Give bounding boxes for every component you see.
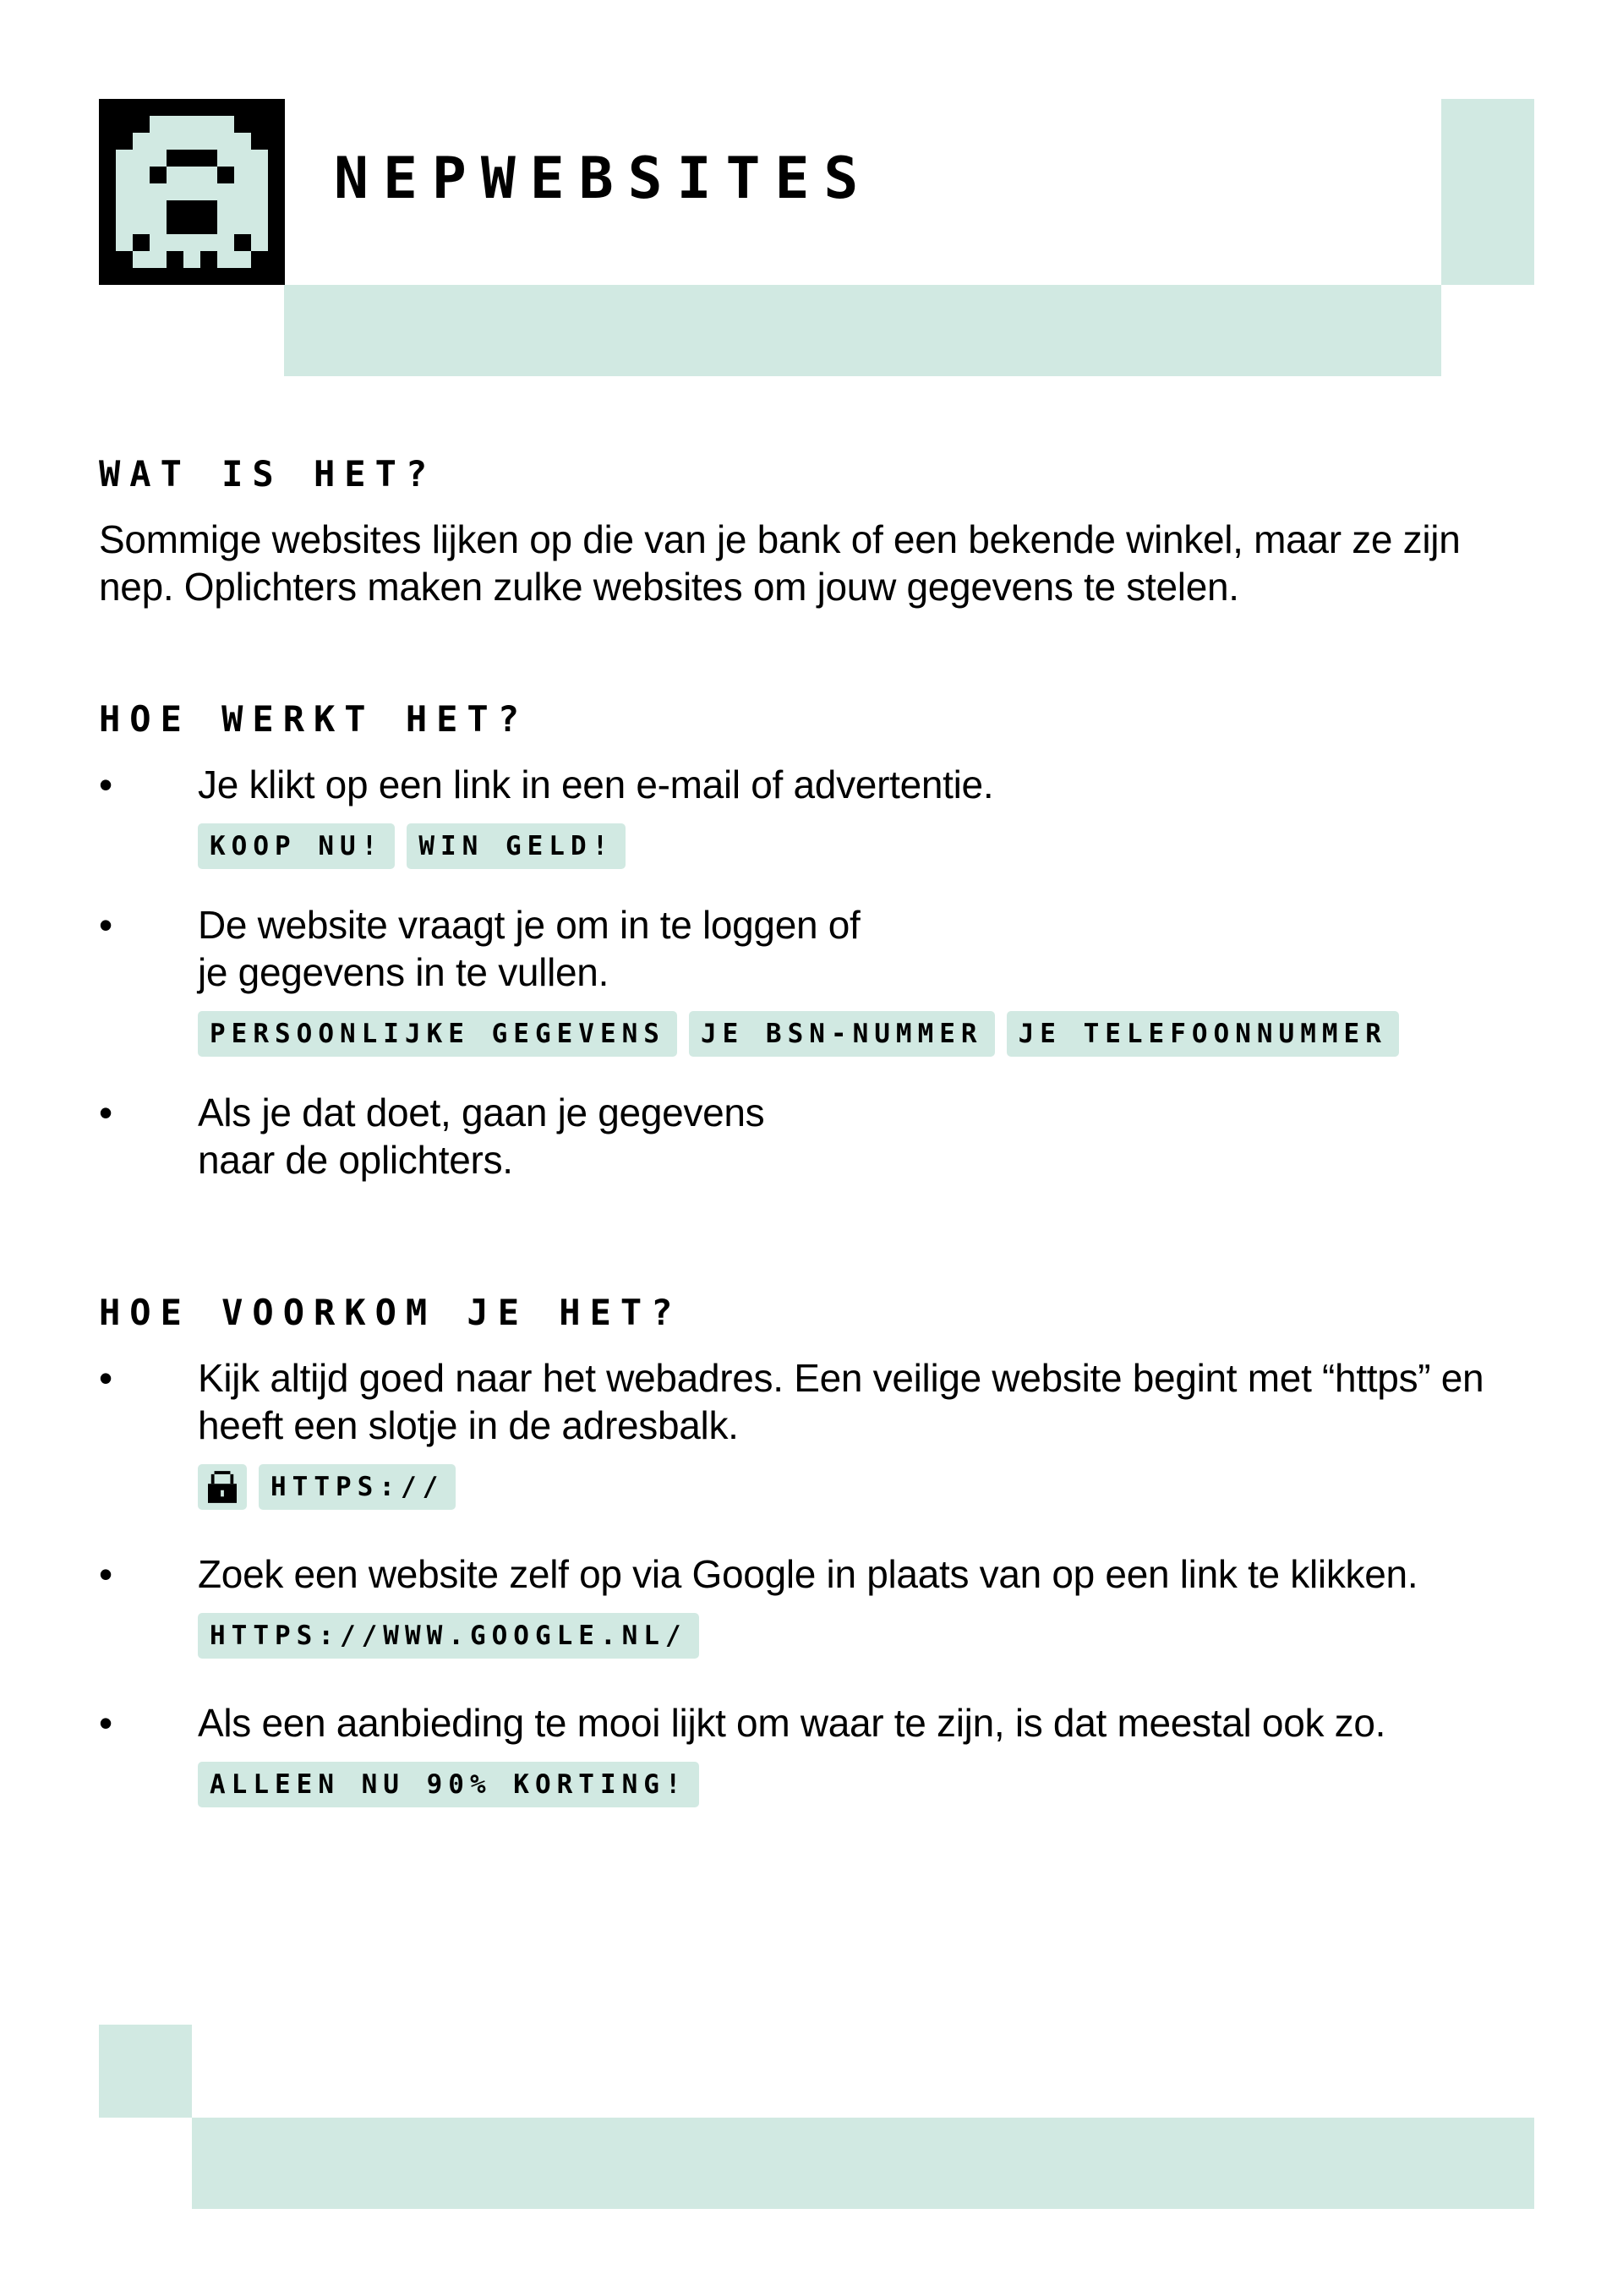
page-title: NEPWEBSITES <box>334 145 873 212</box>
bullet-dot-icon: • <box>99 903 113 947</box>
tag: JE BSN-NUMMER <box>689 1011 995 1057</box>
list-item <box>99 1550 1544 1659</box>
list-item-text: Als je dat doet, gaan je gegevens naar de oplichters. <box>198 1091 765 1182</box>
bullet-dot-icon: • <box>99 1552 113 1596</box>
main-content <box>99 453 1544 1899</box>
tag: HTTPS://WWW.GOOGLE.NL/ <box>198 1613 699 1659</box>
section-heading: HOE VOORKOM JE HET? <box>99 1292 682 1333</box>
list-item-text: Als een aanbieding te mooi lijkt om waar te zijn, is dat meestal ook zo. <box>198 1701 1386 1745</box>
list-item <box>99 1699 1544 1807</box>
list-item-text: Kijk altijd goed naar het webadres. Een veilige website begint met “https” en heeft een slotje in de adresbalk. <box>198 1356 1484 1447</box>
tag: JE TELEFOONNUMMER <box>1007 1011 1399 1057</box>
list-item-text: Zoek een website zelf op via Google in plaats van op een link te klikken. <box>198 1552 1418 1596</box>
tag: HTTPS:// <box>259 1464 456 1510</box>
section-heading: WAT IS HET? <box>99 453 437 495</box>
list-item-text: Je klikt op een link in een e-mail of advertentie. <box>198 763 994 806</box>
list-item <box>99 761 1544 869</box>
header-accent-block-right <box>1441 99 1534 285</box>
footer-accent-bar <box>192 2118 1534 2209</box>
tag-row <box>198 1464 1544 1510</box>
tag: ALLEEN NU 90% KORTING! <box>198 1762 699 1807</box>
footer-accent-block-left <box>99 2025 192 2118</box>
tag: WIN GELD! <box>407 823 626 869</box>
header-accent-bar <box>284 285 1441 376</box>
tag-row <box>198 823 1544 869</box>
list-item-text: De website vraagt je om in te loggen of je gegevens in te vullen. <box>198 903 861 994</box>
bullet-dot-icon: • <box>99 1356 113 1400</box>
bullet-dot-icon: • <box>99 1701 113 1745</box>
section-hoe-voorkom-je-het <box>99 1292 1544 1807</box>
list-item <box>99 901 1544 1057</box>
tag: KOOP NU! <box>198 823 395 869</box>
tag-row <box>198 1613 1544 1659</box>
section-paragraph: Sommige websites lijken op die van je bank of een bekende winkel, maar ze zijn nep. Oplichters maken zulke websites om jouw gegevens te stelen. <box>99 517 1461 609</box>
section-heading: HOE WERKT HET? <box>99 698 529 740</box>
list-item <box>99 1354 1544 1510</box>
tag: PERSOONLIJKE GEGEVENS <box>198 1011 677 1057</box>
tag-row <box>198 1011 1544 1057</box>
lock-icon <box>198 1464 247 1510</box>
tag-row <box>198 1762 1544 1807</box>
bullet-list <box>99 1354 1544 1807</box>
list-item <box>99 1089 1544 1184</box>
section-hoe-werkt-het <box>99 698 1544 1184</box>
bullet-dot-icon: • <box>99 1091 113 1134</box>
bullet-dot-icon: • <box>99 763 113 806</box>
bullet-list <box>99 761 1544 1184</box>
pixel-face-icon <box>99 99 285 285</box>
section-wat-is-het <box>99 453 1544 610</box>
